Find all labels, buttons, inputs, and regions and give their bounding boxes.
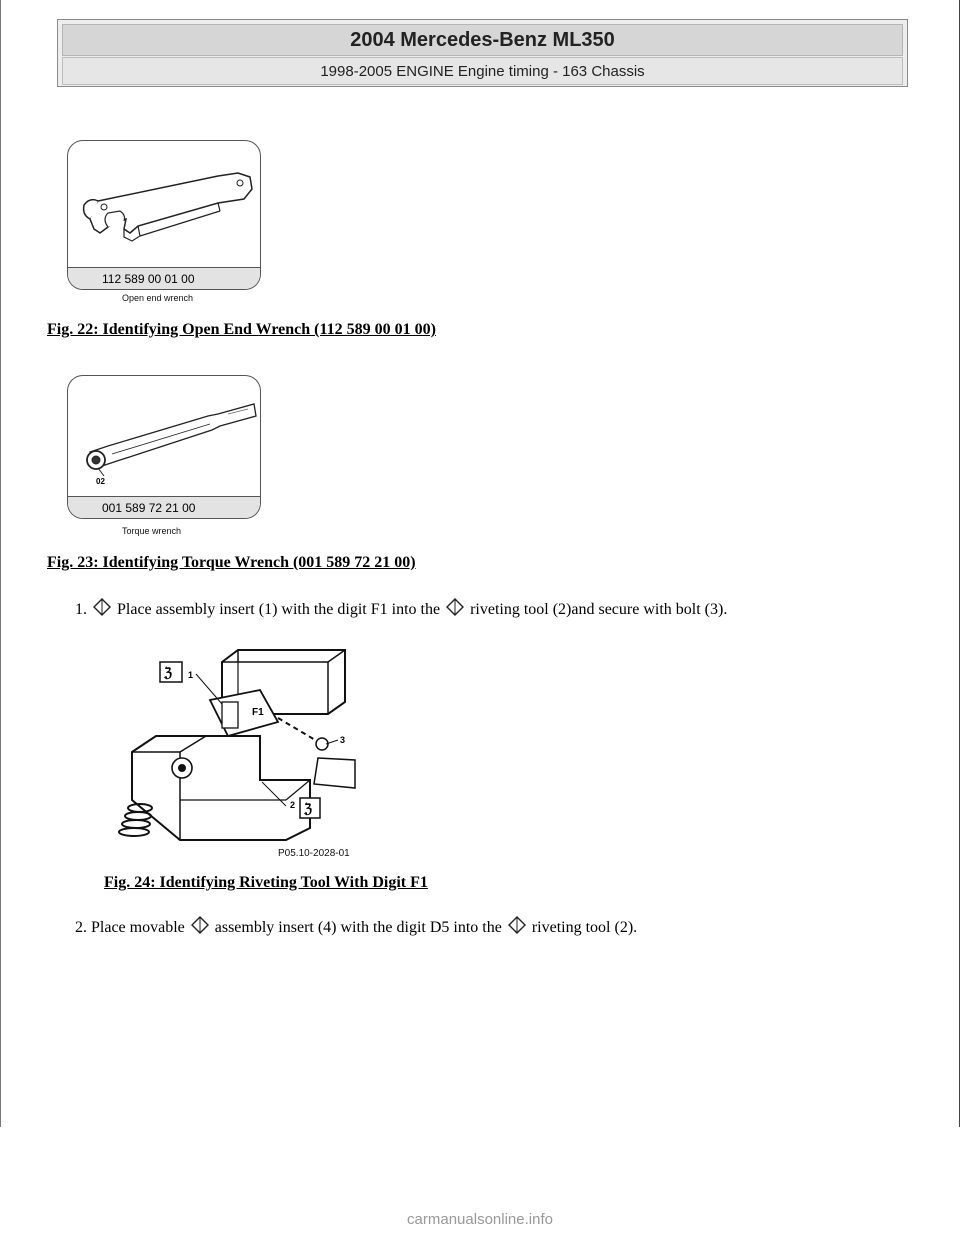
open-end-wrench-icon: [68, 141, 260, 267]
torque-wrench-icon: [68, 376, 260, 496]
step-text: assembly insert (4) with the digit D5 into the: [214, 919, 502, 936]
step-number: 2.: [75, 919, 87, 936]
callout-3: 3: [340, 735, 346, 745]
figure-riveting-tool-diagram: [110, 640, 370, 860]
digit-f1-label: F1: [252, 707, 264, 718]
figure-torque-wrench-image: [67, 375, 261, 519]
figure-23-caption[interactable]: Fig. 23: Identifying Torque Wrench (001 589 72 21 00): [47, 554, 416, 571]
tool-icon: [93, 598, 111, 616]
image-code-label: P05.10-2028-01: [278, 848, 350, 859]
part-number-label: 001 589 72 21 00: [68, 496, 260, 518]
callout-2: 2: [290, 800, 296, 810]
figure-22-caption[interactable]: Fig. 22: Identifying Open End Wrench (112 589 00 01 00): [47, 321, 436, 338]
step-1: [75, 598, 727, 619]
step-text: Place assembly insert (1) with the digit F1 into the: [117, 601, 441, 618]
document-title: 2004 Mercedes-Benz ML350: [62, 24, 903, 56]
tool-icon: [508, 916, 526, 934]
svg-text:ℨ: ℨ: [304, 801, 313, 816]
step-text: riveting tool (2).: [531, 919, 638, 936]
svg-text:ℨ: ℨ: [164, 665, 173, 680]
step-number: 1.: [75, 601, 87, 618]
document-header: [57, 19, 908, 87]
part-number-label: 112 589 00 01 00: [68, 267, 260, 289]
step-text: riveting tool (2)and secure with bolt (3).: [470, 601, 728, 618]
riveting-tool-icon: [110, 640, 370, 860]
watermark-url[interactable]: carmanualsonline.info: [407, 1211, 553, 1228]
callout-02: 02: [96, 477, 105, 486]
tool-icon: [191, 916, 209, 934]
figure-24-caption[interactable]: Fig. 24: Identifying Riveting Tool With Digit F1: [104, 874, 428, 891]
tool-name-label: Torque wrench: [122, 526, 182, 536]
step-2: [75, 916, 637, 937]
tool-name-label: Open end wrench: [122, 293, 194, 303]
figure-open-end-wrench-image: [67, 140, 261, 290]
step-text: Place movable: [91, 919, 185, 936]
callout-1: 1: [188, 670, 194, 680]
tool-icon: [446, 598, 464, 616]
document-subtitle: 1998-2005 ENGINE Engine timing - 163 Chassis: [62, 57, 903, 85]
